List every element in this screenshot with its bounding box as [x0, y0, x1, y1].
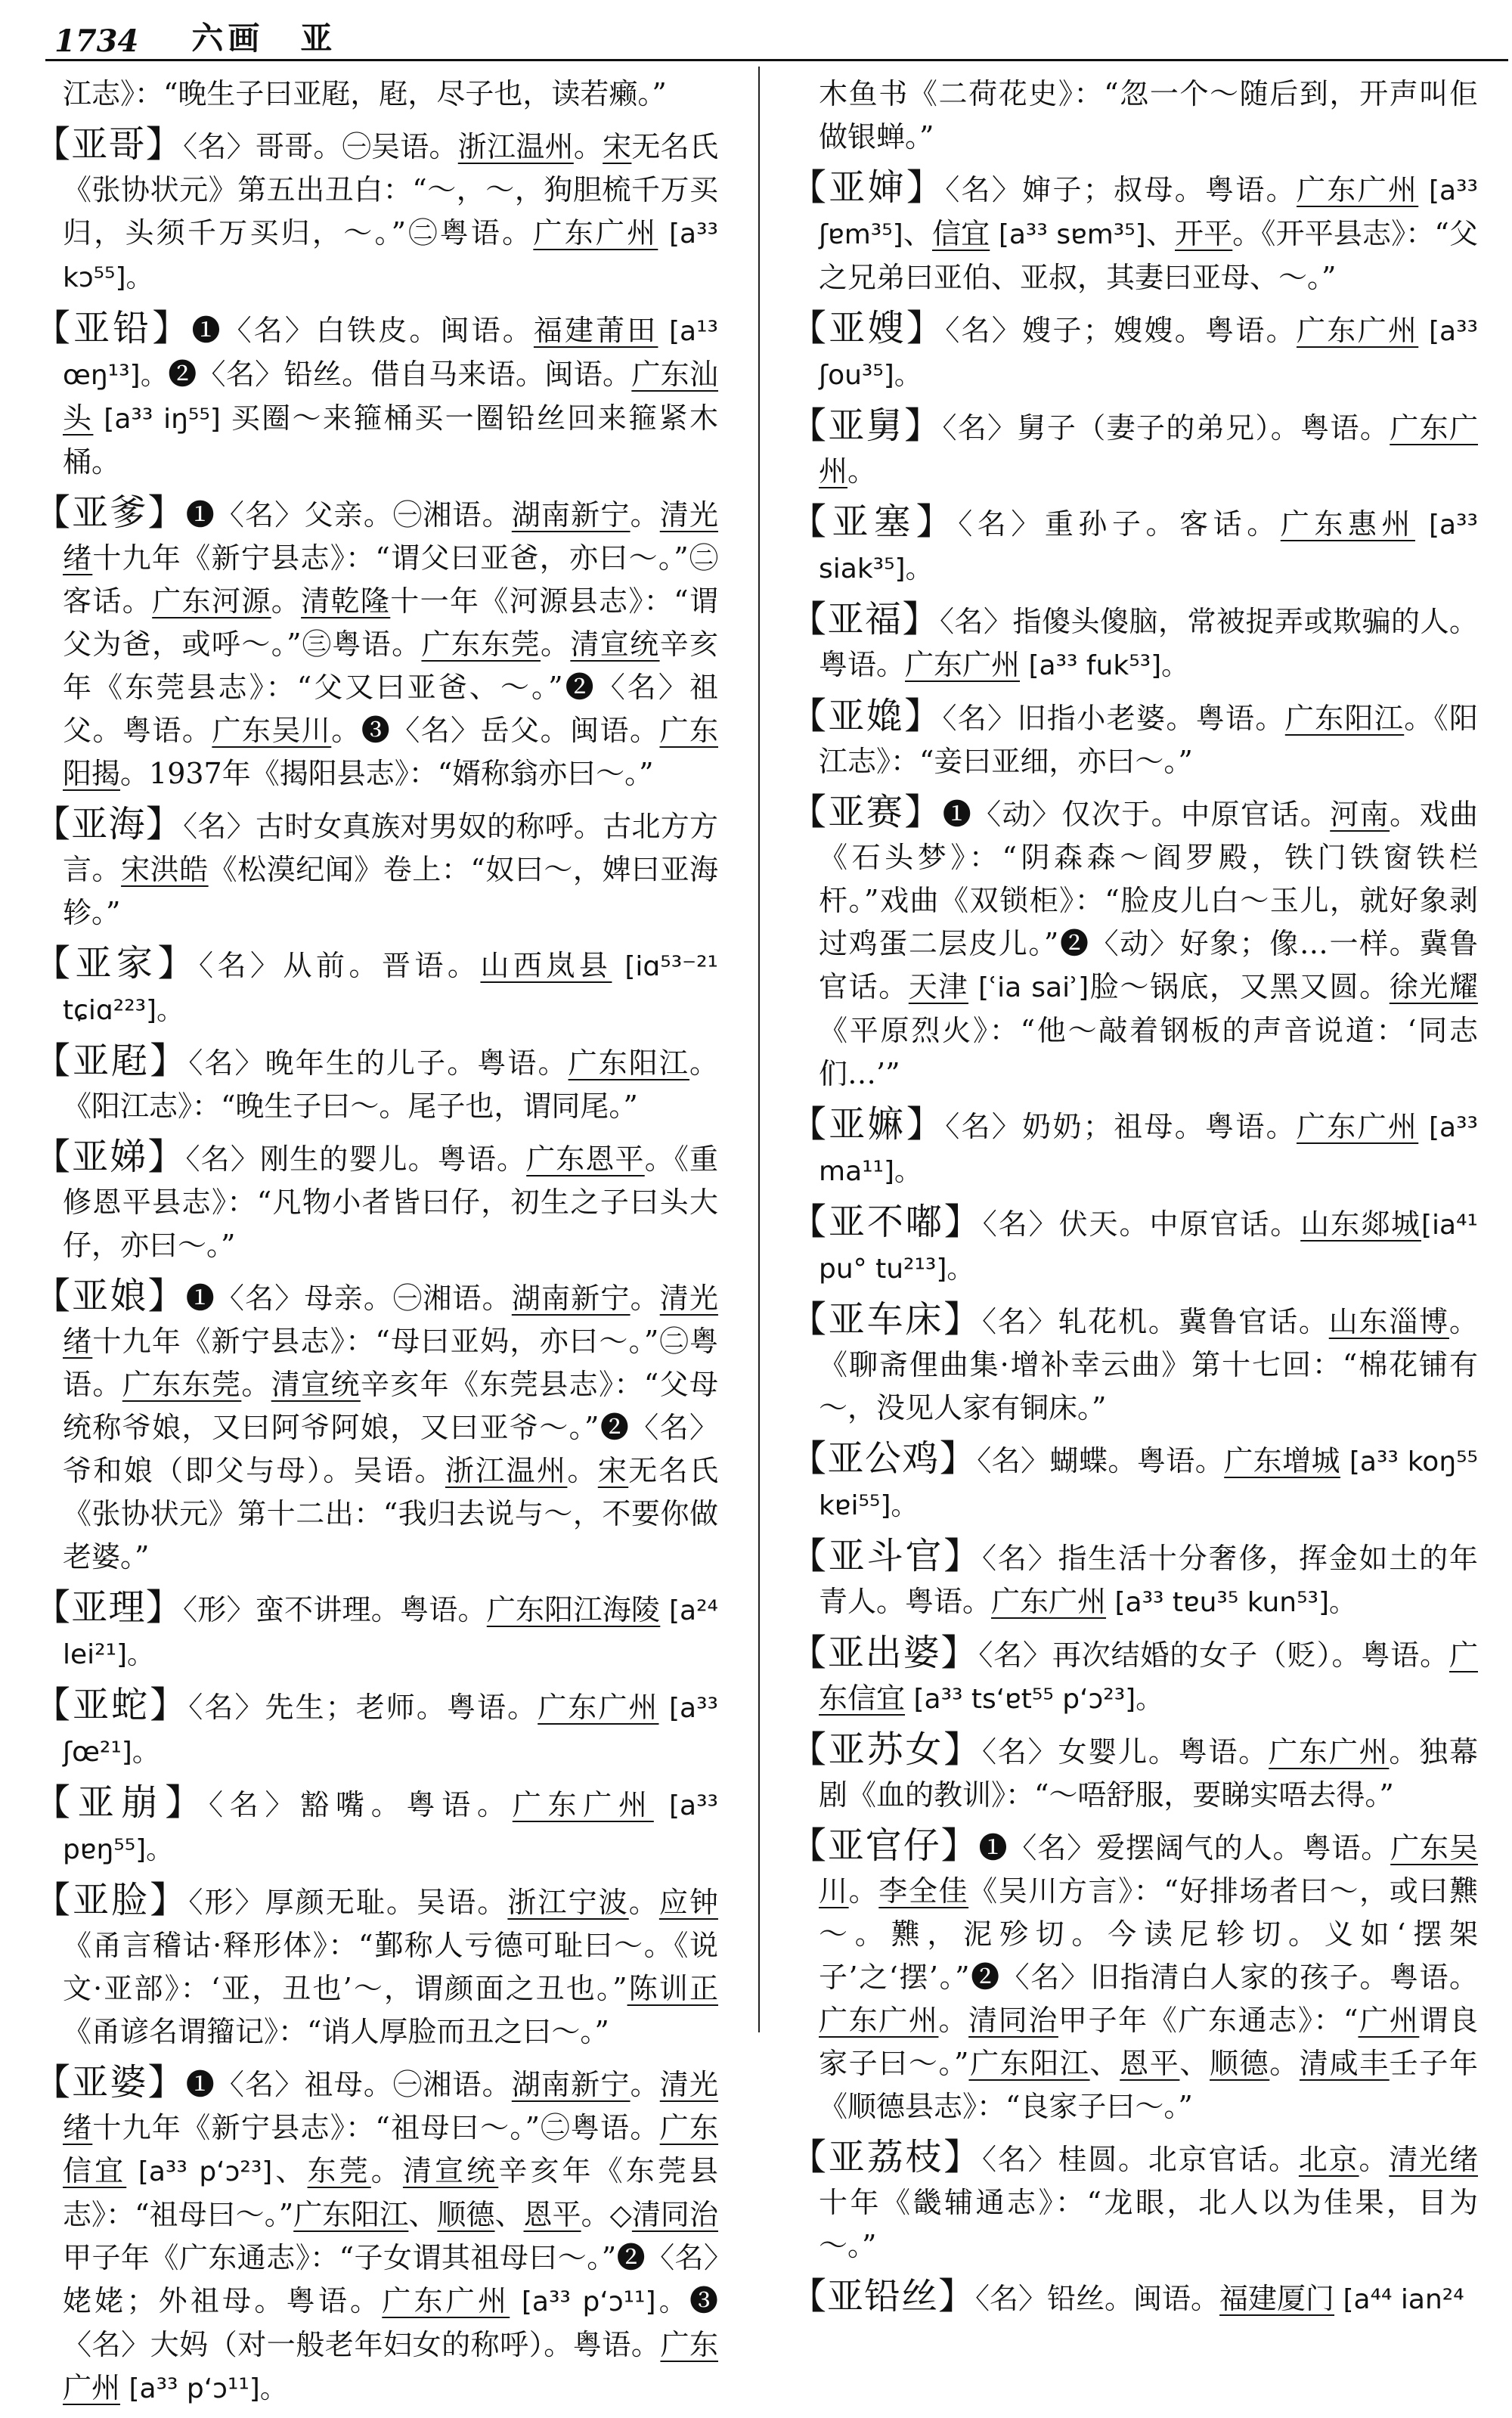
- definition-text: 。《重修恩平县志》：“凡物小者皆曰仔，初生之子曰头大仔，亦曰～。”: [63, 1142, 718, 1262]
- place-name: 广东阳江: [568, 1046, 689, 1080]
- headword: 【亚爹】: [34, 491, 186, 534]
- entry-continuation: [790, 73, 1478, 159]
- dictionary-entry: [790, 166, 1478, 299]
- definition-text: 壬子年《顺德县志》：“良家子曰～。”: [819, 2047, 1478, 2123]
- definition-text: ❸〈名〉大妈（对一般老年妇女的称呼）。粤语。: [63, 2284, 718, 2361]
- place-name: 广东广州: [1296, 173, 1419, 206]
- definition-text: 十一年《河源县志》：“谓父为爸，或呼～。”㊂粤语。: [63, 584, 718, 661]
- place-name: 广东广州: [819, 411, 1478, 488]
- definition-text: 。: [847, 454, 877, 488]
- dictionary-entry: [34, 123, 718, 299]
- headword: 【亚海】: [34, 803, 184, 845]
- dictionary-entry: [790, 1437, 1478, 1527]
- dictionary-entry: [790, 695, 1478, 783]
- place-name: 湖南新宁: [511, 1282, 631, 1315]
- dictionary-entry: [790, 1728, 1478, 1817]
- place-name: 山东淄博: [1328, 1305, 1449, 1338]
- headword: 【亚不嘟】: [790, 1201, 983, 1243]
- definition-text: 。◇: [581, 2198, 632, 2231]
- phonetic-transcription: [a³³ iŋ⁵⁵]: [93, 404, 231, 435]
- phonetic-transcription: [a³³ ts‘ɐt⁵⁵ p‘ɔ²³]。: [905, 1684, 1163, 1715]
- definition-text: 。: [1359, 2143, 1390, 2176]
- definition-text: 。: [573, 130, 603, 163]
- place-name: 湖南新宁: [511, 2068, 631, 2101]
- definition-text: 甲子年《广东通志》：“: [1058, 2004, 1359, 2037]
- headword: 【亚家】: [34, 942, 199, 984]
- definition-text: 辛亥年《东莞县志》：“父又曰亚爸、～。”❷〈名〉祖父。粤语。: [63, 628, 718, 747]
- place-name: 清光绪: [63, 2068, 718, 2144]
- definition-text: 〈名〉豁嘴。粤语。: [209, 1788, 513, 1821]
- dictionary-entry: [34, 1136, 718, 1267]
- phonetic-transcription: [a³³ koŋ⁵⁵ kɐi⁵⁵]。: [819, 1446, 1478, 1521]
- definition-text: 、: [903, 217, 932, 250]
- place-name: 浙江温州: [445, 1454, 568, 1487]
- dictionary-entry: [34, 307, 718, 484]
- dictionary-entry: [34, 803, 718, 935]
- place-name: 山东郯城: [1300, 1207, 1421, 1241]
- definition-text: 脸～锅底，又黑又圆。: [1089, 970, 1390, 1003]
- definition-text: 〈形〉蛮不讲理。粤语。: [183, 1593, 487, 1626]
- place-name: 湖南新宁: [511, 498, 631, 532]
- place-name: 浙江温州: [457, 130, 574, 163]
- entry-continuation: [34, 73, 718, 116]
- headword: 【亚脸】: [34, 1879, 189, 1921]
- definition-text: 〈名〉哥哥。㊀吴语。: [183, 130, 458, 163]
- dictionary-entry: [34, 942, 718, 1032]
- dictionary-entry: [790, 1201, 1478, 1291]
- place-name: 清光绪: [63, 498, 718, 575]
- dictionary-entry: [790, 791, 1478, 1096]
- definition-text: 。《阳江志》：“妾曰亚细，亦曰～。”: [819, 702, 1478, 778]
- place-name: 宋: [597, 1454, 629, 1487]
- headword: 【亚车床】: [790, 1298, 983, 1341]
- headword: 【亚铅丝】: [790, 2275, 976, 2317]
- place-name: 广东阳江: [293, 2198, 409, 2231]
- column-divider: [758, 67, 760, 2032]
- definition-text: 《松漠纪闻》卷上：“奴曰～，婢曰亚海轸。”: [63, 853, 718, 929]
- place-name: 广东信宜: [819, 1638, 1478, 1715]
- headword: 【亚荔枝】: [790, 2136, 983, 2178]
- definition-text: 、: [494, 2198, 524, 2231]
- place-name: 广东广州: [1269, 1735, 1390, 1769]
- place-name: 徐光耀: [1389, 970, 1478, 1003]
- definition-text: 〈名〉轧花机。冀鲁官话。: [982, 1305, 1329, 1338]
- headword: 【亚哥】: [34, 123, 184, 166]
- headword: 【亚婆】: [34, 2061, 186, 2103]
- dictionary-entry: [790, 1824, 1478, 2128]
- place-name: 浙江宁波: [507, 1886, 629, 1919]
- definition-text: 十九年《新宁县志》：“母曰亚妈，亦曰～。”㊁粤语。: [63, 1325, 718, 1401]
- place-name: 李全佳: [878, 1874, 969, 1908]
- place-name: 广东广州: [538, 1691, 659, 1724]
- phonetic-transcription: [a¹³ œŋ¹³]。: [63, 316, 718, 391]
- definition-text: 《甬谚名谓籀记》：“诮人厚脸而丑之曰～。”: [63, 2015, 609, 2048]
- headword: 【亚嫂】: [790, 307, 946, 349]
- place-name: 广东东莞: [421, 628, 541, 661]
- headword: 【亚出婆】: [790, 1632, 979, 1674]
- phonetic-transcription: [a³³ kɔ⁵⁵]。: [63, 219, 718, 293]
- definition-text: 谓良家子曰～。”: [819, 2004, 1478, 2080]
- definition-text: 。独幕剧《血的教训》：“～唔舒服，要睇实唔去得。”: [819, 1735, 1478, 1812]
- place-name: 广东阳江海陵: [486, 1593, 661, 1626]
- definition-text: 、: [408, 2198, 438, 2231]
- definition-text: 〈名〉刚生的婴儿。粤语。: [185, 1142, 527, 1176]
- definition-text: 。《聊斋俚曲集·增补幸云曲》第十七回：“棉花铺有～，没见人家有铜床。”: [819, 1305, 1478, 1424]
- phonetic-transcription: [ʿia saiʾ]: [968, 972, 1089, 1003]
- place-name: 清宣统: [271, 1368, 361, 1401]
- definition-text: 〈名〉重孙子。客话。: [958, 507, 1281, 541]
- place-name: 广东阳江: [968, 2047, 1090, 2080]
- phonetic-transcription: [a³³ p‘ɔ¹¹]。: [120, 2373, 287, 2404]
- place-name: 广东吴川: [819, 1831, 1478, 1908]
- place-name: 广东广州: [991, 1585, 1107, 1618]
- definition-text: 《甬言稽诂·释形体》：“鄞称人亏德可耻曰～。《说文·亚部》：‘亚，丑也’～，谓颜面之丑也。”: [63, 1929, 718, 2005]
- definition-text: 、: [1145, 217, 1175, 250]
- phonetic-transcription: [a³³ pɐŋ⁵⁵]。: [63, 1790, 718, 1865]
- phonetic-transcription: [a³³ siak³⁵]。: [819, 510, 1478, 584]
- headword: 【亚嫲】: [790, 1103, 946, 1145]
- definition-text: ❷〈名〉铅丝。借自马来语。闽语。: [168, 358, 632, 391]
- definition-text: 〈名〉晚年生的儿子。粤语。: [188, 1046, 569, 1080]
- place-name: 广东阳江: [1284, 702, 1405, 735]
- phonetic-transcription: [a³³ p‘ɔ¹¹]。: [510, 2286, 689, 2317]
- definition-text: 无名氏《张协状元》第五出丑白：“～，～，狗胆梳千万买归，头须千万买归，～。”㊁粤语。: [63, 130, 718, 250]
- place-name: 陈训正: [627, 1972, 718, 2005]
- definition-text: ❶〈名〉爱摆阔气的人。粤语。: [978, 1831, 1391, 1865]
- place-name: 广东信宜: [63, 2111, 718, 2187]
- definition-text: 〈名〉指生活十分奢侈，挥金如土的年青人。粤语。: [819, 1542, 1478, 1618]
- place-name: 福建厦门: [1219, 2282, 1335, 2315]
- place-name: 天津: [908, 970, 968, 1003]
- definition-text: ❶〈名〉父亲。㊀湘语。: [185, 498, 512, 532]
- phonetic-transcription: [a³³ sɐm³⁵]: [990, 219, 1146, 250]
- dictionary-entry: [34, 491, 718, 795]
- dictionary-entry: [790, 405, 1478, 493]
- definition-text: 。: [370, 2154, 403, 2187]
- left-column: [34, 73, 718, 2418]
- definition-text: 〈名〉蝴蝶。粤语。: [977, 1444, 1225, 1477]
- place-name: 顺德: [1210, 2047, 1270, 2080]
- place-name: 开平: [1175, 217, 1233, 250]
- place-name: 清乾隆: [301, 584, 391, 618]
- phonetic-transcription: [a³³ p‘ɔ²³]: [126, 2156, 273, 2187]
- headword: 【亚公鸡】: [790, 1437, 978, 1480]
- phonetic-transcription: [a³³ ʃɐm³⁵]: [819, 175, 1478, 250]
- place-name: 广东东莞: [122, 1368, 242, 1401]
- headword: 【亚蛇】: [34, 1684, 189, 1726]
- place-name: 广州: [1358, 2004, 1420, 2037]
- definition-text: 〈名〉嫂子；嫂嫂。粤语。: [945, 314, 1297, 347]
- definition-text: ❶〈动〉仅次于。中原官话。: [942, 798, 1331, 831]
- place-name: 山西岚县: [480, 949, 612, 982]
- phonetic-transcription: [a³³ tɐu³⁵ kun⁵³]。: [1106, 1587, 1357, 1618]
- dictionary-entry: [790, 1535, 1478, 1624]
- place-name: 恩平: [523, 2198, 581, 2231]
- dictionary-entry: [790, 2136, 1478, 2268]
- definition-text: 〈名〉桂圆。北京官话。: [982, 2143, 1299, 2176]
- headword: 【亚娣】: [34, 1136, 186, 1178]
- definition-text: 。: [630, 498, 660, 532]
- definition-text: 《平原烈火》：“他～敲着钢板的声音说道：‘同志们…’”: [819, 1014, 1478, 1090]
- definition-text: 。: [567, 1454, 598, 1487]
- dictionary-entry: [34, 1040, 718, 1128]
- place-name: 广东汕头: [63, 358, 718, 435]
- definition-text: 甲子年《广东通志》：“子女谓其祖母曰～。”❷〈名〉姥姥；外祖母。粤语。: [63, 2241, 718, 2317]
- headword: 【亚铅】: [34, 307, 192, 349]
- place-name: 广东阳揭: [63, 714, 718, 790]
- headword: 【亚嫓】: [790, 695, 943, 737]
- place-name: 广东吴川: [212, 714, 332, 747]
- place-name: 清宣统: [402, 2154, 499, 2187]
- place-name: 清同治: [631, 2198, 718, 2231]
- definition-text: 、: [1179, 2047, 1210, 2080]
- dictionary-entry: [34, 1275, 718, 1579]
- definition-text: 。戏曲《石头梦》：“阴森森～阎罗殿，铁门铁窗铁栏杆。”戏曲《双锁柜》：“脸皮儿白～玉儿，就好象剥过鸡蛋二层皮儿。”❷〈动〉好象；像…一样。冀鲁官话。: [819, 798, 1478, 1003]
- dictionary-entry: [790, 2275, 1478, 2321]
- place-name: 信宜: [931, 217, 990, 250]
- header-rule: [45, 59, 1508, 61]
- definition-text: 〈名〉指傻头傻脑，常被捉弄或欺骗的人。粤语。: [819, 605, 1478, 681]
- definition-text: 、: [272, 2154, 308, 2187]
- headword: 【亚福】: [790, 598, 940, 640]
- place-name: 东莞: [307, 2154, 371, 2187]
- definition-text: 〈名〉婶子；叔母。粤语。: [945, 173, 1297, 206]
- definition-text: 〈名〉从前。晋语。: [198, 949, 481, 982]
- place-name: 应钟: [658, 1886, 718, 1919]
- place-name: 顺德: [437, 2198, 495, 2231]
- phonetic-transcription: [a²⁴ lei²¹]。: [63, 1595, 718, 1670]
- place-name: 清咸丰: [1299, 2047, 1390, 2080]
- headword: 【亚娘】: [34, 1275, 186, 1317]
- definition-text: 。: [541, 628, 571, 661]
- definition-text: 〈名〉旧指小老婆。粤语。: [942, 702, 1285, 735]
- dictionary-entry: [790, 1298, 1478, 1430]
- phonetic-transcription: [a³³ fuk⁵³]。: [1020, 650, 1189, 681]
- definition-text: 〈名〉古时女真族对男奴的称呼。古北方方言。: [63, 810, 718, 886]
- dictionary-entry: [34, 1586, 718, 1676]
- place-name: 广东增城: [1224, 1444, 1340, 1477]
- definition-text: 。: [630, 1282, 660, 1315]
- definition-text: 《吴川方言》：“好排场者曰～，或曰㸐～。㸐，泥殄切。今读尼轸切。义如‘摆架子’之‘摆’。”❷〈名〉旧指清白人家的孩子。粤语。: [819, 1874, 1478, 1994]
- definition-text: 〈名〉伏天。中原官话。: [982, 1207, 1301, 1241]
- running-header: [54, 14, 336, 59]
- definition-text: 。: [241, 1368, 271, 1401]
- definition-text: 、: [1089, 2047, 1120, 2080]
- headword: 【亚屘】: [34, 1040, 189, 1082]
- definition-text: 江志》：“晚生子曰亚屘，屘，尽子也，读若癞。”: [63, 77, 667, 110]
- definition-text: 十九年《新宁县志》：“祖母曰～。”㊁粤语。: [92, 2111, 660, 2144]
- place-name: 宋: [603, 130, 632, 163]
- dictionary-entry: [790, 1632, 1478, 1721]
- definition-text: 〈名〉铅丝。闽语。: [975, 2282, 1220, 2315]
- definition-text: 〈名〉再次结婚的女子（贬）。粤语。: [978, 1638, 1449, 1672]
- definition-text: 〈形〉厚颜无耻。吴语。: [188, 1886, 508, 1919]
- dictionary-entry: [34, 2061, 718, 2410]
- headword: 【亚塞】: [790, 501, 959, 543]
- phonetic-transcription: [a³³ ma¹¹]。: [819, 1112, 1478, 1187]
- dictionary-entry: [790, 501, 1478, 591]
- place-name: 清光绪: [63, 1282, 718, 1358]
- place-name: 广东广州: [382, 2284, 510, 2317]
- dictionary-entry: [34, 1879, 718, 2054]
- headword: 【亚婶】: [790, 166, 946, 209]
- definition-text: 木鱼书《二荷花史》：“忽一个～随后到，开声叫佢做银蝉。”: [819, 77, 1478, 153]
- place-name: 广东广州: [819, 2004, 939, 2037]
- phonetic-transcription: [a⁴⁴ ian²⁴: [1334, 2284, 1464, 2315]
- dictionary-entry: [790, 598, 1478, 687]
- dictionary-entry: [34, 1781, 718, 1871]
- headword: 【亚赛】: [790, 791, 943, 833]
- headword: 【亚舅】: [790, 405, 943, 447]
- place-name: 广东广州: [512, 1788, 654, 1821]
- place-name: 清宣统: [570, 628, 660, 661]
- definition-text: 。: [1269, 2047, 1300, 2080]
- definition-text: 十九年《新宁县志》：“谓父曰亚爸，亦曰～。”㊁客话。: [63, 541, 718, 618]
- place-name: 广东广州: [905, 648, 1021, 681]
- definition-text: ❶〈名〉母亲。㊀湘语。: [185, 1282, 512, 1315]
- definition-text: 。1937年《揭阳县志》：“婿称翁亦曰～。”: [120, 757, 654, 790]
- definition-text: 。: [848, 1874, 879, 1908]
- dictionary-entry: [790, 1103, 1478, 1193]
- definition-text: 〈名〉先生；老师。粤语。: [188, 1691, 538, 1724]
- place-name: 广东广州: [1296, 314, 1419, 347]
- headword: 【亚苏女】: [790, 1728, 983, 1771]
- page-number: 1734: [54, 23, 139, 59]
- place-name: 清同治: [968, 2004, 1058, 2037]
- phonetic-transcription: [iɑ⁵³⁻²¹ tɕiɑ²²³]。: [63, 951, 718, 1026]
- definition-text: 〈名〉舅子（妻子的弟兄）。粤语。: [942, 411, 1390, 445]
- definition-text: 〈名〉女婴儿。粤语。: [982, 1735, 1269, 1769]
- phonetic-transcription: [a³³ ʃou³⁵]。: [819, 316, 1478, 391]
- headword: 【亚理】: [34, 1586, 184, 1629]
- definition-text: 十年《畿辅通志》：“龙眼，北人以为佳果，目为～。”: [819, 2186, 1478, 2262]
- phonetic-transcription: [ia⁴¹ pu° tu²¹³]。: [819, 1210, 1478, 1285]
- definition-text: 。《开平县志》：“父之兄弟曰亚伯、亚叔，其妻曰亚母、～。”: [819, 217, 1478, 294]
- definition-text: 。: [271, 584, 302, 618]
- place-name: 河南: [1330, 798, 1390, 831]
- headword: 【亚官仔】: [790, 1824, 979, 1867]
- definition-text: 。《阳江志》：“晚生子曰～。尾子也，谓同尾。”: [63, 1046, 718, 1123]
- definition-text: 。❸〈名〉岳父。闽语。: [331, 714, 660, 747]
- place-name: 广东恩平: [526, 1142, 645, 1176]
- section-title: 六画 亚: [191, 20, 337, 57]
- phonetic-transcription: [a³³ ʃœ²¹]。: [63, 1693, 718, 1768]
- right-column: [790, 73, 1478, 2329]
- definition-text: 辛亥年《东莞县志》：“父母统称爷娘，又曰阿爷阿娘，又曰亚爷～。”❷〈名〉爷和娘（即父与母）。吴语。: [63, 1368, 718, 1487]
- definition-text: 辛亥年《东莞县志》：“祖母曰～。”: [63, 2154, 718, 2231]
- dictionary-entry: [34, 1684, 718, 1774]
- place-name: 福建莆田: [533, 314, 658, 347]
- place-name: 宋洪皓: [121, 853, 209, 886]
- place-name: 广东广州: [1296, 1110, 1419, 1143]
- place-name: 恩平: [1120, 2047, 1180, 2080]
- place-name: 北京: [1298, 2143, 1359, 2176]
- definition-text: ❶〈名〉祖母。㊀湘语。: [185, 2068, 512, 2101]
- definition-text: 。: [630, 2068, 660, 2101]
- definition-text: 。: [628, 1886, 659, 1919]
- place-name: 广东广州: [63, 2328, 718, 2404]
- definition-text: 。: [938, 2004, 969, 2037]
- definition-text: 无名氏《张协状元》第十二出：“我归去说与～，不要你做老婆。”: [63, 1454, 718, 1573]
- place-name: 广东惠州: [1280, 507, 1415, 541]
- headword: 【亚崩】: [34, 1781, 209, 1824]
- dictionary-entry: [790, 307, 1478, 397]
- definition-text: 〈名〉奶奶；祖母。粤语。: [945, 1110, 1297, 1143]
- place-name: 广东广州: [533, 216, 658, 250]
- headword: 【亚斗官】: [790, 1535, 983, 1577]
- place-name: 广东河源: [152, 584, 271, 618]
- place-name: 清光绪: [1389, 2143, 1478, 2176]
- definition-text: ❶〈名〉白铁皮。闽语。: [191, 314, 534, 347]
- definition-text: 买圈～来箍桶买一圈铅丝回来箍紧木桶。: [63, 401, 718, 479]
